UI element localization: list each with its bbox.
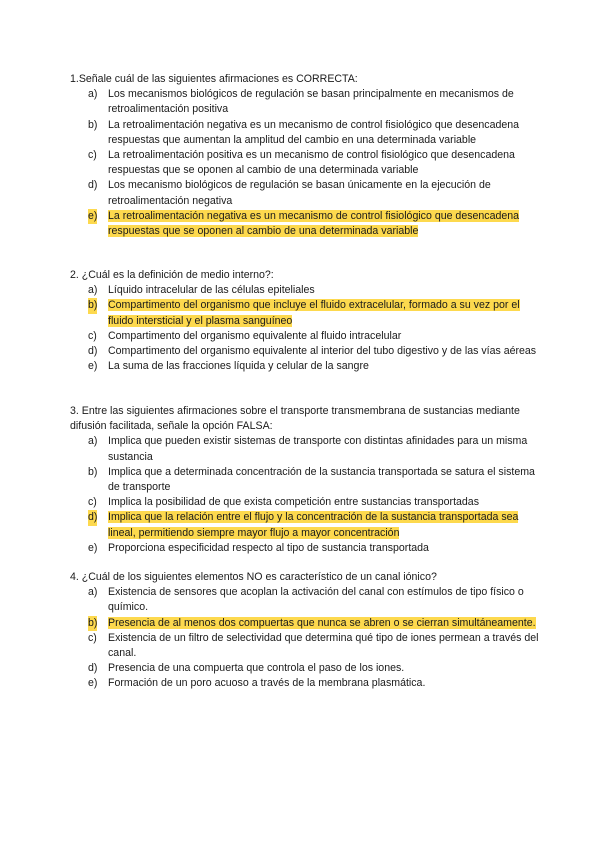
option-d-correct: d) Implica que la relación entre el flujo y la concentración de la sustancia transportada sea lineal, permitiendo siempre mayor flujo a mayor concentración — [88, 511, 519, 539]
highlighted-option-text: La retroalimentación negativa es un mecanismo de control fisiológico que desencadena respuestas que se oponen al cambio de una determinada variable — [108, 209, 520, 238]
option-text: Líquido intracelular de las células epiteliales — [108, 284, 315, 297]
option-b: b) La retroalimentación negativa es un mecanismo de control fisiológico que desencadena respuestas que aumentan la amplitud del cambio en una determinada variable — [88, 118, 520, 146]
option-a: a) Líquido intracelular de las células epiteliales — [88, 284, 315, 297]
option-text: Implica que pueden existir sistemas de transporte con distintas afinidades para un misma sustancia — [108, 435, 528, 463]
option-c: c) Compartimento del organismo equivalente al fluido intracelular — [88, 329, 402, 342]
option-text: La retroalimentación positiva es un mecanismo de control fisiológico que desencadena respuestas que se oponen al cambio de una determinada variable — [108, 149, 515, 177]
option-e-correct: e) La retroalimentación negativa es un mecanismo de control fisiológico que desencadena respuestas que se oponen al cambio de una determinada variable — [88, 209, 520, 238]
option-e: e) La suma de las fracciones líquida y celular de la sangre — [88, 360, 369, 373]
option-b-correct: b) Presencia de al menos dos compuertas que nunca se abren o se cierran simultáneamente. — [70, 616, 540, 631]
question-text: 1.Señale cuál de las siguientes afirmaciones es CORRECTA: — [70, 73, 358, 85]
option-d: d) Los mecanismo biológicos de regulación se basan únicamente en la ejecución de retroalimentación negativa — [88, 179, 491, 207]
option-list — [70, 434, 540, 556]
option-e: e) Formación de un poro acuoso a través de la membrana plasmática. — [88, 677, 426, 690]
option-a: a) Los mecanismos biológicos de regulación se basan principalmente en mecanismos de retroalimentación positiva — [88, 88, 514, 116]
option-e: e) Proporciona especificidad respecto al tipo de sustancia transportada — [88, 541, 429, 554]
option-text: Implica que a determinada concentración de la sustancia transportada se satura el sistema de transporte — [108, 465, 535, 494]
option-b-correct: b) Compartimento del organismo que incluye el fluido extracelular, formado a su vez por el fluido intersticial y el plasma sanguíneo — [88, 299, 520, 327]
question-1 — [70, 72, 540, 239]
option-text: La retroalimentación negativa es un mecanismo de control fisiológico que desencadena respuestas que aumentan la amplitud del cambio en una determinada variable — [108, 118, 520, 146]
option-b: b) Implica que a determinada concentración de la sustancia transportada se satura el sistema de transporte — [88, 465, 535, 494]
question-3 — [70, 404, 540, 556]
highlighted-option-text: Presencia de al menos dos compuertas que nunca se abren o se cierran simultáneamente. — [108, 616, 536, 629]
option-c: c) Implica la posibilidad de que exista competición entre sustancias transportadas — [88, 496, 479, 509]
option-text: Los mecanismo biológicos de regulación se basan únicamente en la ejecución de retroalimentación negativa — [108, 179, 491, 207]
question-text: 3. Entre las siguientes afirmaciones sobre el transporte transmembrana de sustancias mediante difusión facilitada, señale la opción FALSA: — [70, 405, 520, 433]
option-text: Existencia de un filtro de selectividad que determina qué tipo de iones permean a través del canal. — [108, 631, 539, 660]
option-c: c) Existencia de un filtro de selectividad que determina qué tipo de iones permean a través del canal. — [88, 631, 539, 660]
option-c: c) La retroalimentación positiva es un mecanismo de control fisiológico que desencadena respuestas que se oponen al cambio de una determinada variable — [88, 149, 515, 177]
option-text: Existencia de sensores que acoplan la activación del canal con estímulos de tipo físico o químico. — [108, 586, 524, 614]
question-2 — [70, 268, 540, 374]
option-a: a) Implica que pueden existir sistemas de transporte con distintas afinidades para un misma sustancia — [88, 435, 528, 463]
option-text: Formación de un poro acuoso a través de la membrana plasmática. — [108, 677, 426, 690]
question-text: 2. ¿Cuál es la definición de medio interno?: — [70, 269, 274, 281]
option-text: Implica la posibilidad de que exista competición entre sustancias transportadas — [108, 496, 479, 509]
question-text: 4. ¿Cuál de los siguientes elementos NO es característico de un canal iónico? — [70, 571, 437, 583]
question-4 — [70, 570, 540, 692]
option-d: d) Presencia de una compuerta que controla el paso de los iones. — [88, 662, 405, 675]
option-text: Presencia de una compuerta que controla el paso de los iones. — [108, 662, 405, 675]
option-list — [70, 283, 540, 374]
option-text: Compartimento del organismo equivalente al fluido intracelular — [108, 329, 402, 342]
option-a: a) Existencia de sensores que acoplan la activación del canal con estímulos de tipo físico o químico. — [88, 586, 524, 614]
option-text: Compartimento del organismo equivalente al interior del tubo digestivo y de las vías aéreas — [108, 345, 537, 358]
option-text: Los mecanismos biológicos de regulación se basan principalmente en mecanismos de retroalimentación positiva — [108, 88, 514, 116]
highlighted-option-text: Implica que la relación entre el flujo y la concentración de la sustancia transportada sea lineal, permitiendo siempre mayor flujo a mayor concentración — [108, 511, 519, 539]
option-text: La suma de las fracciones líquida y celular de la sangre — [108, 360, 369, 373]
option-list — [70, 87, 540, 239]
highlighted-option-text: Compartimento del organismo que incluye el fluido extracelular, formado a su vez por el fluido intersticial y el plasma sanguíneo — [108, 299, 520, 327]
option-d: d) Compartimento del organismo equivalente al interior del tubo digestivo y de las vías aéreas — [88, 345, 537, 358]
option-text: Proporciona especificidad respecto al tipo de sustancia transportada — [108, 541, 429, 554]
option-list — [70, 585, 540, 691]
